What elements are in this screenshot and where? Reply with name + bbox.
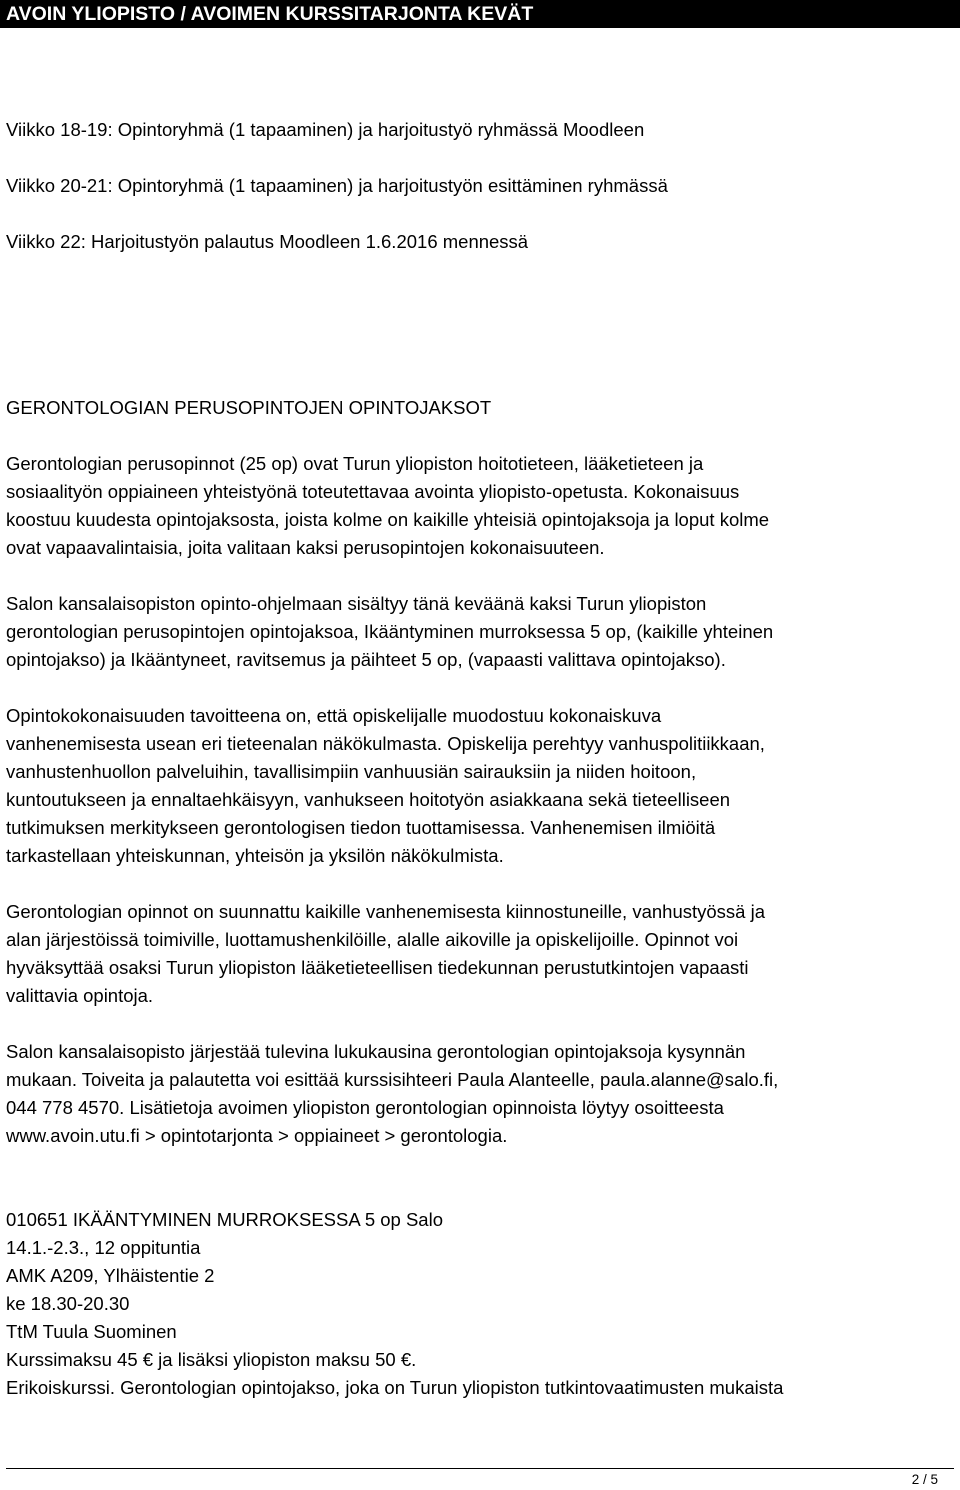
- schedule-list: [6, 116, 956, 256]
- paragraph-line: tarkastellaan yhteiskunnan, yhteisön ja yksilön näkökulmista.: [6, 845, 504, 866]
- paragraph-line: Opintokokonaisuuden tavoitteena on, että opiskelijalle muodostuu kokonaiskuva: [6, 705, 662, 726]
- footer-divider: [6, 1468, 954, 1469]
- schedule-item: Viikko 18-19: Opintoryhmä (1 tapaaminen) ja harjoitustyö ryhmässä Moodleen: [6, 119, 645, 140]
- section-heading: GERONTOLOGIAN PERUSOPINTOJEN OPINTOJAKSOT: [6, 397, 492, 418]
- document-body: [6, 116, 956, 1402]
- paragraph-line: www.avoin.utu.fi > opintotarjonta > oppiaineet > gerontologia.: [6, 1125, 508, 1146]
- paragraph-line: 044 778 4570. Lisätietoja avoimen yliopiston gerontologian opinnoista löytyy osoitteesta: [6, 1097, 724, 1118]
- paragraph-line: Gerontologian perusopinnot (25 op) ovat Turun yliopiston hoitotieteen, lääketieteen ja: [6, 453, 704, 474]
- course-time: ke 18.30-20.30: [6, 1293, 130, 1314]
- header-title: AVOIN YLIOPISTO / AVOIMEN KURSSITARJONTA KEVÄT: [6, 3, 534, 25]
- schedule-item: Viikko 22: Harjoitustyön palautus Moodleen 1.6.2016 mennessä: [6, 231, 529, 252]
- schedule-item: Viikko 20-21: Opintoryhmä (1 tapaaminen) ja harjoitustyön esittäminen ryhmässä: [6, 175, 668, 196]
- paragraph-line: vanhenemisesta usean eri tieteenalan näkökulmasta. Opiskelija perehtyy vanhuspolitiikkaan,: [6, 733, 765, 754]
- paragraph-line: valittavia opintoja.: [6, 985, 154, 1006]
- paragraph-line: gerontologian perusopintojen opintojaksoa, Ikääntyminen murroksessa 5 op, (kaikille yhteinen: [6, 621, 774, 642]
- page-header: [0, 0, 960, 28]
- paragraph-line: mukaan. Toiveita ja palautetta voi esittää kurssisihteeri Paula Alanteelle, paula.alanne@salo.fi,: [6, 1069, 779, 1090]
- paragraph-intro: [6, 450, 956, 562]
- paragraph-line: hyväksyttää osaksi Turun yliopiston lääketieteellisen tiedekunnan perustutkintojen vapaasti: [6, 957, 749, 978]
- course-title: 010651 IKÄÄNTYMINEN MURROKSESSA 5 op Salo: [6, 1209, 443, 1230]
- paragraph-line: opintojakso) ja Ikääntyneet, ravitsemus ja päihteet 5 op, (vapaasti valittava opintojakso).: [6, 649, 726, 670]
- course-note: Erikoiskurssi. Gerontologian opintojakso, joka on Turun yliopiston tutkintovaatimusten mukaista: [6, 1377, 784, 1398]
- paragraph-offering: [6, 590, 956, 674]
- course-teacher: TtM Tuula Suominen: [6, 1321, 177, 1342]
- paragraph-line: koostuu kuudesta opintojaksosta, joista kolme on kaikille yhteisiä opintojaksoja ja loput kolme: [6, 509, 770, 530]
- paragraph-goals: [6, 702, 956, 870]
- course-details: [6, 1206, 956, 1402]
- paragraph-line: ovat vapaavalintaisia, joita valitaan kaksi perusopintojen kokonaisuuteen.: [6, 537, 605, 558]
- course-location: AMK A209, Ylhäistentie 2: [6, 1265, 215, 1286]
- course-fee: Kurssimaksu 45 € ja lisäksi yliopiston maksu 50 €.: [6, 1349, 417, 1370]
- course-dates: 14.1.-2.3., 12 oppituntia: [6, 1237, 201, 1258]
- paragraph-line: vanhustenhuollon palveluihin, tavallisimpiin vanhuusiän sairauksiin ja niiden hoitoon,: [6, 761, 697, 782]
- paragraph-line: alan järjestöissä toimiville, luottamushenkilöille, alalle aikoville ja opiskelijoille. Opinnot voi: [6, 929, 739, 950]
- page-number: 2 / 5: [911, 1472, 938, 1487]
- paragraph-line: tutkimuksen merkitykseen gerontologisen tiedon tuottamisessa. Vanhenemisen ilmiöitä: [6, 817, 716, 838]
- paragraph-line: Salon kansalaisopiston opinto-ohjelmaan sisältyy tänä keväänä kaksi Turun yliopiston: [6, 593, 707, 614]
- paragraph-line: kuntoutukseen ja ennaltaehkäisyyn, vanhukseen hoitotyön asiakkaana sekä tieteelliseen: [6, 789, 731, 810]
- paragraph-audience: [6, 898, 956, 1010]
- paragraph-line: Salon kansalaisopisto järjestää tulevina lukukausina gerontologian opintojaksoja kysynnän: [6, 1041, 746, 1062]
- paragraph-contact: [6, 1038, 956, 1150]
- paragraph-line: Gerontologian opinnot on suunnattu kaikille vanhenemisesta kiinnostuneille, vanhustyössä ja: [6, 901, 765, 922]
- paragraph-line: sosiaalityön oppiaineen yhteistyönä toteutettavaa avointa yliopisto-opetusta. Kokonaisuus: [6, 481, 740, 502]
